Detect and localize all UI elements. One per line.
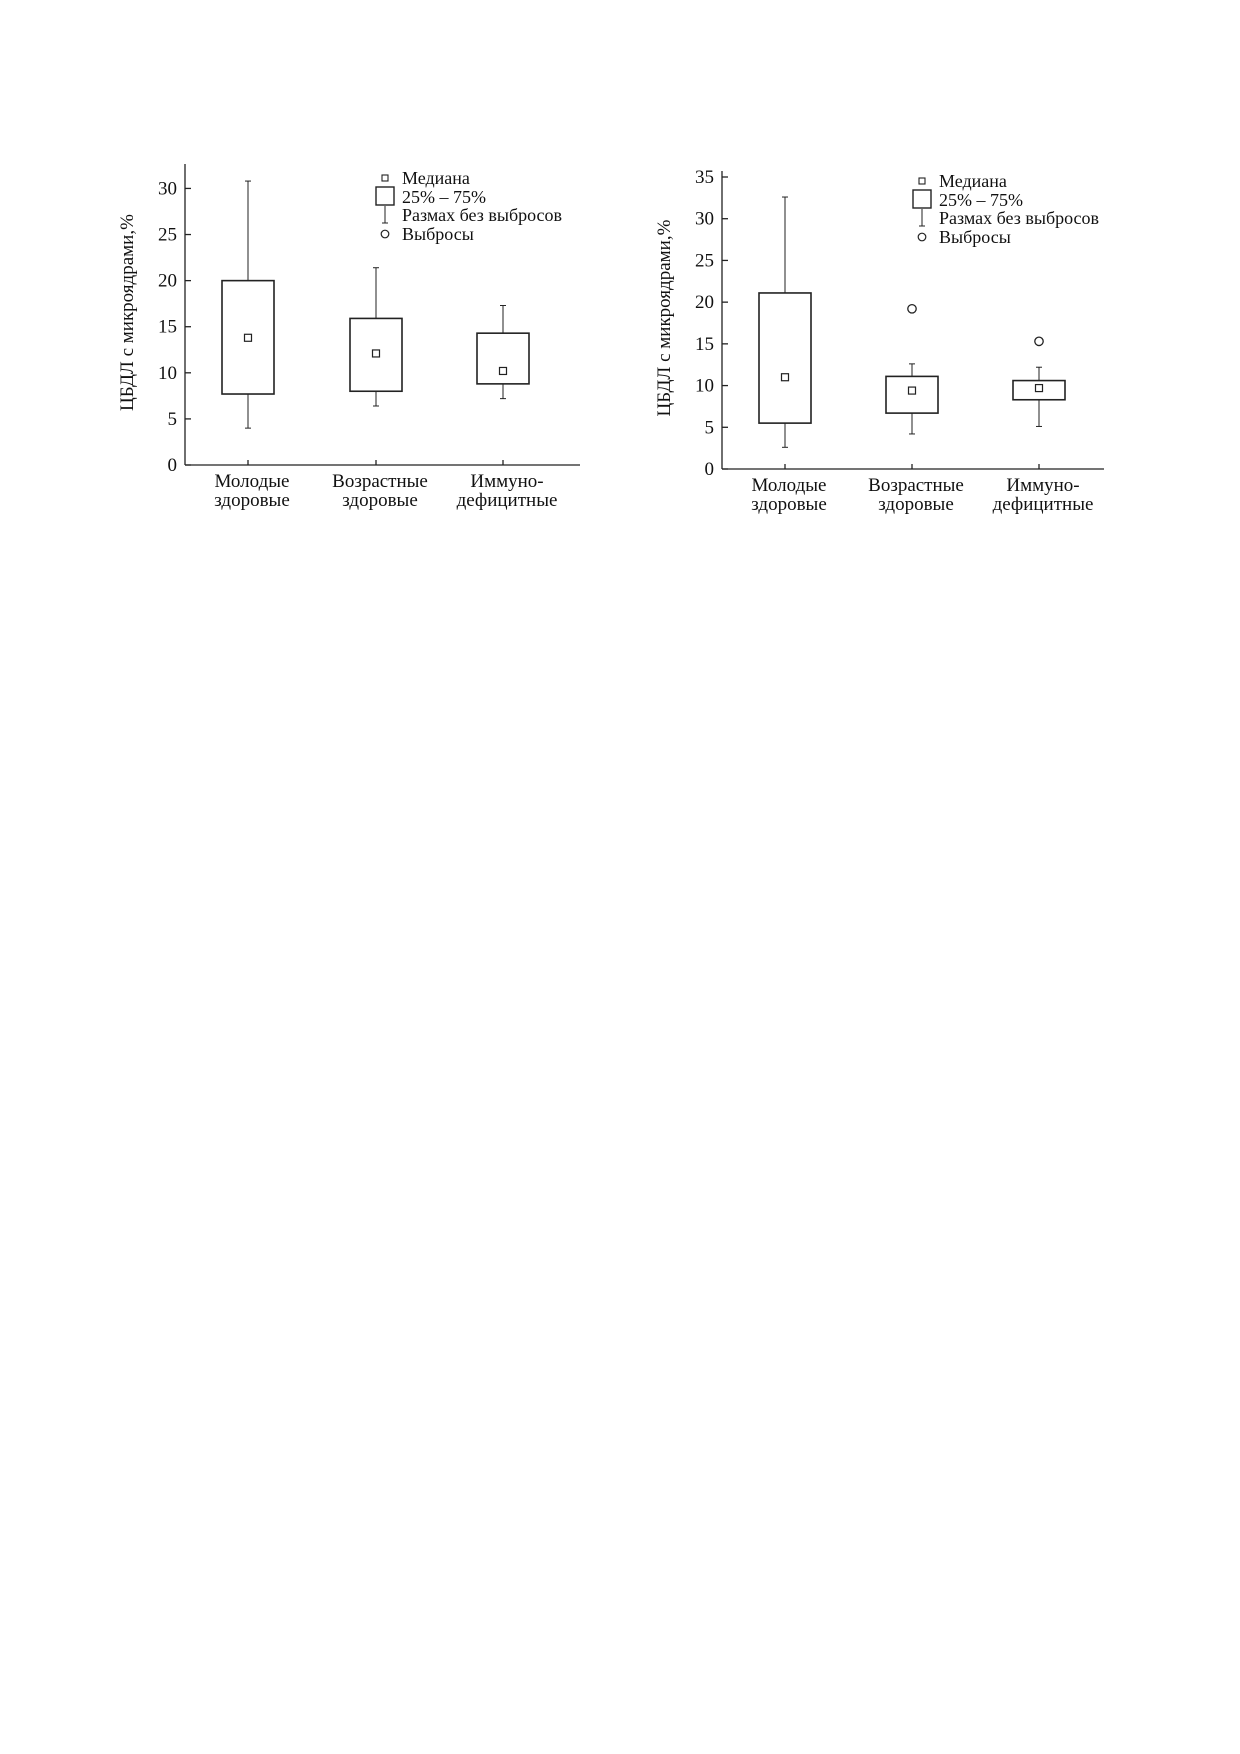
category-label: дефицитные xyxy=(456,490,558,511)
y-tick-label: 15 xyxy=(158,316,177,338)
legend-box-symbol xyxy=(376,187,394,205)
category-label: здоровые xyxy=(878,494,954,515)
box-group xyxy=(1013,337,1065,426)
y-tick-label: 30 xyxy=(695,208,714,230)
median-marker xyxy=(1036,385,1043,392)
legend-outlier-symbol xyxy=(918,233,926,241)
y-axis-label: ЦБДЛ с микроядрами,% xyxy=(117,214,138,411)
legend-median-symbol xyxy=(919,178,925,184)
y-tick-label: 35 xyxy=(695,167,714,188)
median-marker xyxy=(909,387,916,394)
y-tick-label: 10 xyxy=(158,362,177,384)
category-label: Возрастные xyxy=(868,475,964,496)
legend-median-symbol xyxy=(382,175,388,181)
legend-whisker-label: Размах без выбросов xyxy=(402,205,563,225)
y-axis-label: ЦБДЛ с микроядрами,% xyxy=(654,219,675,417)
y-tick-label: 5 xyxy=(167,408,177,430)
legend xyxy=(376,168,562,244)
category-label: здоровые xyxy=(751,494,827,515)
category-label: Молодые xyxy=(214,471,290,492)
iqr-box xyxy=(886,376,938,413)
boxplot-chart-right xyxy=(654,167,1104,515)
y-tick-label: 15 xyxy=(695,333,714,355)
category-label: Возрастные xyxy=(332,471,428,492)
y-tick-label: 20 xyxy=(158,270,177,292)
y-tick-label: 30 xyxy=(158,178,177,200)
category-label: Иммуно- xyxy=(470,471,544,492)
median-marker xyxy=(782,374,789,381)
category-label: здоровые xyxy=(342,490,418,511)
legend-outlier-label: Выбросы xyxy=(402,224,474,244)
median-marker xyxy=(245,334,252,341)
median-marker xyxy=(373,350,380,357)
category-label: Молодые xyxy=(751,475,827,496)
legend-box-label: 25% – 75% xyxy=(939,190,1023,210)
category-label: Иммуно- xyxy=(1006,475,1080,496)
legend-whisker-label: Размах без выбросов xyxy=(939,208,1100,228)
box-group xyxy=(222,181,274,428)
category-label: здоровые xyxy=(214,490,290,511)
legend-box-symbol xyxy=(913,190,931,208)
box-group xyxy=(886,305,938,434)
iqr-box xyxy=(759,293,811,423)
y-tick-label: 20 xyxy=(695,292,714,314)
iqr-box xyxy=(477,333,529,384)
legend-outlier-label: Выбросы xyxy=(939,227,1011,247)
box-group xyxy=(477,306,529,399)
legend-box-label: 25% – 75% xyxy=(402,187,486,207)
y-tick-label: 0 xyxy=(704,459,714,480)
legend-outlier-symbol xyxy=(381,230,389,238)
box-group xyxy=(759,197,811,447)
y-tick-label: 25 xyxy=(158,224,177,246)
y-tick-label: 0 xyxy=(167,455,177,476)
y-tick-label: 5 xyxy=(704,417,714,439)
box-group xyxy=(350,268,402,406)
figure-boxplots xyxy=(0,0,1240,560)
legend-median-label: Медиана xyxy=(402,168,470,188)
y-tick-label: 25 xyxy=(695,250,714,272)
legend-median-label: Медиана xyxy=(939,171,1007,191)
boxplot-chart-left xyxy=(117,164,580,511)
legend xyxy=(913,171,1099,247)
y-tick-label: 10 xyxy=(695,375,714,397)
outlier-point xyxy=(1035,337,1043,345)
outlier-point xyxy=(908,305,916,313)
category-label: дефицитные xyxy=(992,494,1094,515)
median-marker xyxy=(500,367,507,374)
